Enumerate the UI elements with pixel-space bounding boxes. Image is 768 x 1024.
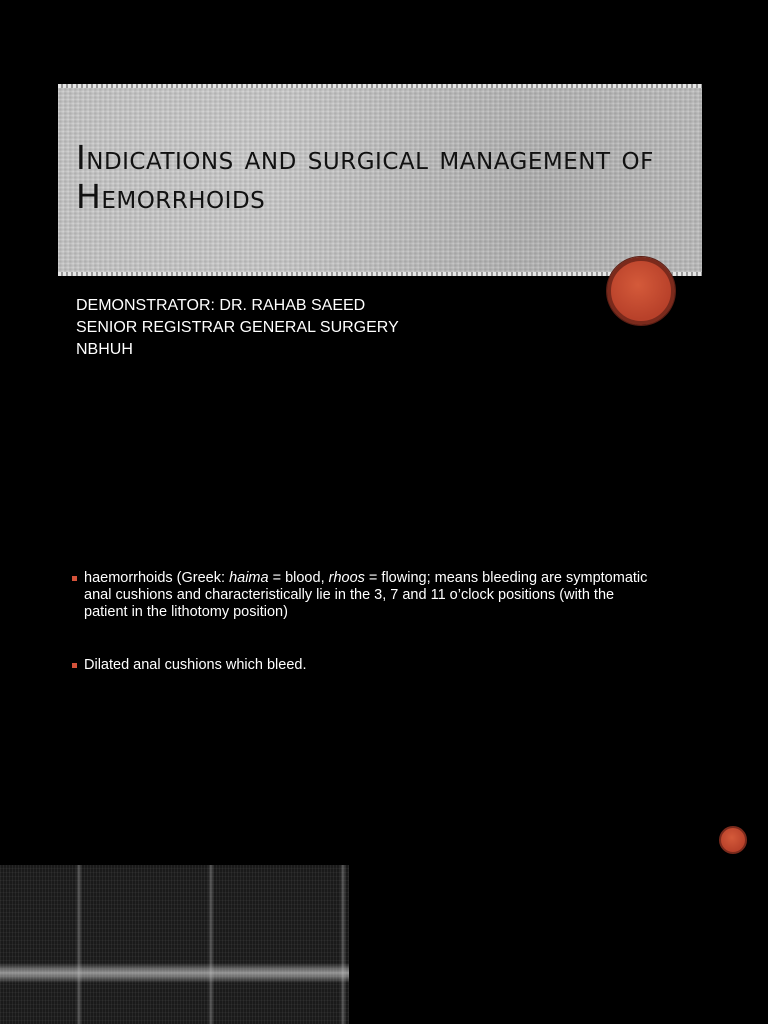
- slide-definition: [0, 520, 768, 1024]
- presenter-name: DEMONSTRATOR: DR. RAHAB SAEED: [76, 297, 366, 314]
- bullet-item: [72, 657, 652, 674]
- decorative-circle-large: [607, 257, 675, 325]
- bullet-term-rhoos: rhoos: [328, 570, 365, 586]
- decorative-texture-image: [0, 865, 349, 1024]
- presenter-institution: NBHUH: [76, 341, 133, 358]
- texture-seam: [208, 865, 214, 1024]
- texture-seam: [76, 865, 82, 1024]
- bullet-item: [72, 570, 652, 621]
- bullet-text-part: = blood,: [268, 570, 329, 586]
- bullet-text: Dilated anal cushions which bleed.: [84, 657, 307, 673]
- bullet-square-icon: [72, 576, 77, 581]
- bullet-square-icon: [72, 663, 77, 668]
- bullet-term-haima: haima: [229, 570, 269, 586]
- presenter-role: SENIOR REGISTRAR GENERAL SURGERY: [76, 319, 399, 336]
- presenter-info: [76, 295, 596, 361]
- bullet-list: [72, 570, 652, 710]
- slide-title-text: Indications and surgical management of Hemorrhoids: [76, 138, 654, 216]
- bullet-text-part: = flowing; means bleeding are symptomatic anal cushions and characteristically lie in the 3, 7 and 11 o’clock positions (with the patient in the lithotomy position): [84, 570, 648, 620]
- texture-seam: [340, 865, 346, 1024]
- bullet-text-part: haemorrhoids (Greek:: [84, 570, 230, 586]
- decorative-circle-small: [719, 826, 747, 854]
